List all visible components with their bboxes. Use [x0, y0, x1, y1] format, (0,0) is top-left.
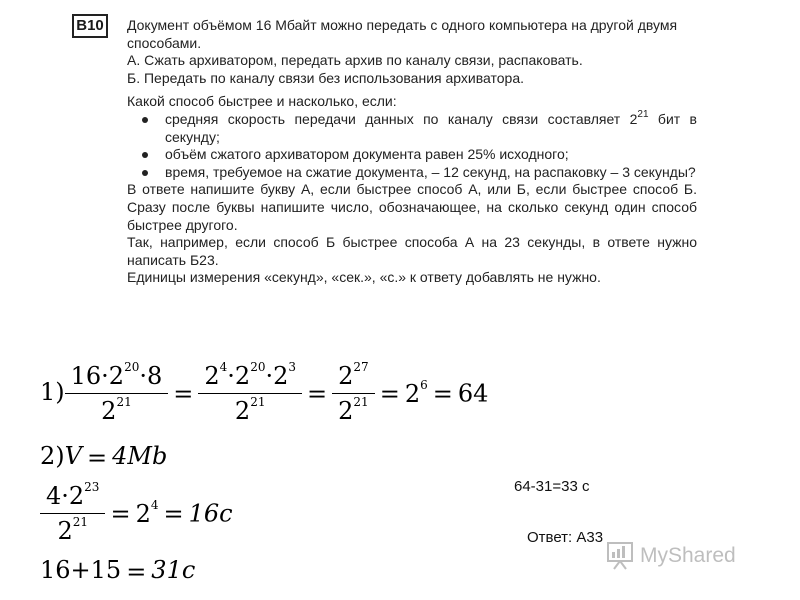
- units-note: Единицы измерения «секунд», «сек.», «с.» к ответу добавлять не нужно.: [127, 269, 601, 286]
- condition-time: время, требуемое на сжатие документа, – 12 секунд, на распаковку – 3 секунды?: [165, 163, 696, 180]
- option-a: А. Сжать архиватором, передать архив по каналу связи, распаковать.: [127, 52, 583, 69]
- eq1-fraction-3: $\frac{2^{27}}{2^{21}}$: [332, 362, 375, 425]
- eq3-fraction: $\frac{4\cdot 2^{23}}{2^{21}}$: [40, 482, 105, 545]
- answer-example: Так, например, если способ Б быстрее способа А на 23 секунды, в ответе нужно написать Б23.: [127, 234, 697, 268]
- answer-note: Ответ: А33: [527, 529, 604, 546]
- presentation-icon: [606, 541, 634, 571]
- watermark: [606, 538, 766, 574]
- equation-3: $\frac{4\cdot 2^{23}}{2^{21}}$ = $2^4 = 16c$: [40, 482, 233, 545]
- conditions-list: [127, 108, 697, 181]
- watermark-text: MyShared: [640, 544, 736, 567]
- option-b: Б. Передать по каналу связи без использования архиватора.: [127, 69, 524, 86]
- condition-speed: средняя скорость передачи данных по каналу связи составляет $2^{21}$ бит в секунду;: [165, 108, 697, 145]
- answer-instructions: В ответе напишите букву А, если быстрее способ А, или Б, если быстрее способ Б. Сразу после буквы напишите число, обозначающее, на сколько секунд один способ быстрее другого.: [127, 181, 697, 233]
- task-intro: Документ объёмом 16 Мбайт можно передать с одного компьютера на другой двумя способами.: [127, 17, 678, 51]
- calculation-note: 64-31=33 с: [514, 478, 590, 495]
- equation-1: 1) $\frac{16\cdot 2^{20}\cdot 8}{2^{21}}$ = $\frac{2^4\cdot 2^{20}\cdot 2^3}{2^{21}}$ = $\frac{2^{27}}{2^{21}}$ = $2^6 = 64$: [40, 360, 489, 425]
- eq1-fraction-1: $\frac{16\cdot 2^{20}\cdot 8}{2^{21}}$: [65, 362, 169, 425]
- equation-2: 2)V = 4Mb: [40, 442, 168, 472]
- question: Какой способ быстрее и насколько, если:: [127, 93, 397, 110]
- eq1-fraction-2: $\frac{2^4\cdot 2^{20}\cdot 2^3}{2^{21}}$: [198, 362, 302, 425]
- task-statement: [127, 17, 697, 287]
- equation-4: 16+15 = 31c: [40, 556, 196, 586]
- task-number-badge: B10: [72, 14, 108, 38]
- condition-compression: объём сжатого архиватором документа равен 25% исходного;: [165, 146, 697, 164]
